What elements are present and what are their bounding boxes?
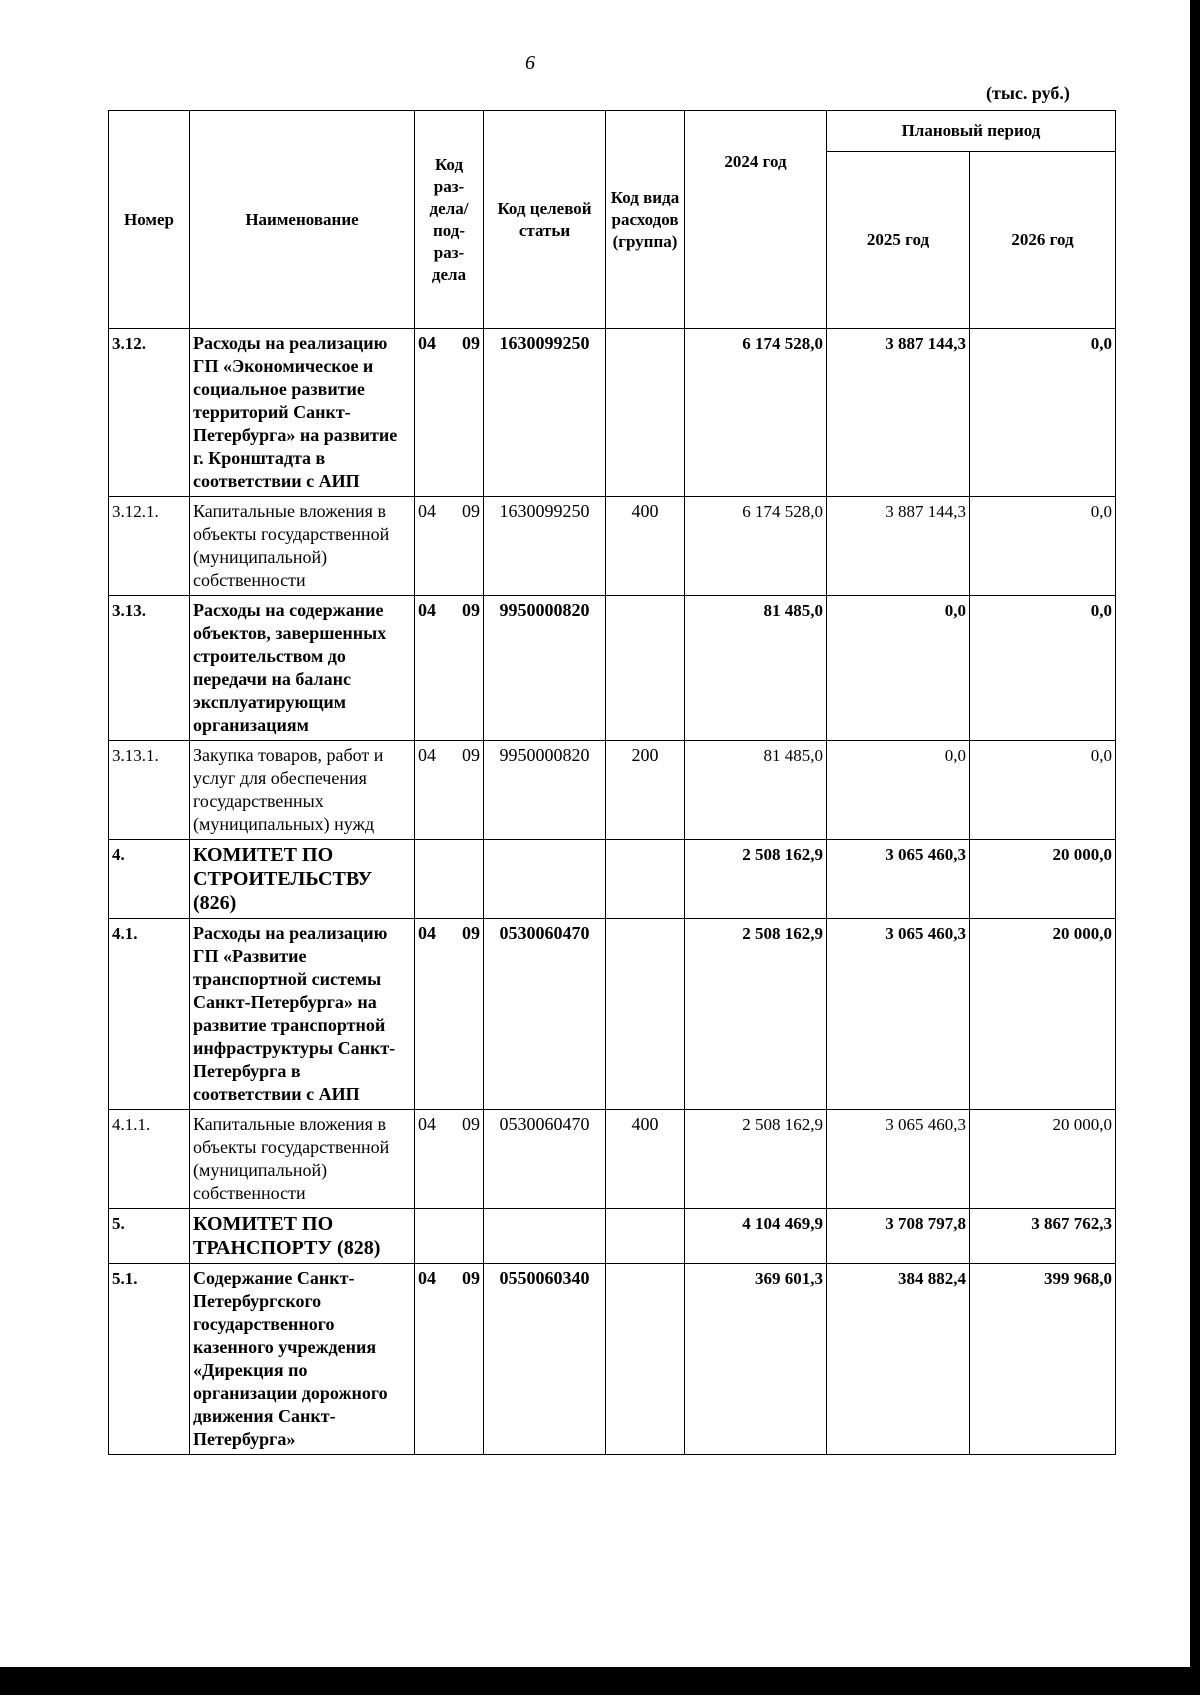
header-year-2026: 2026 год — [970, 152, 1116, 329]
row-amount-2026: 0,0 — [970, 497, 1116, 596]
row-expense-group — [606, 1264, 685, 1455]
row-section — [415, 1264, 484, 1455]
row-name: Расходы на реализацию ГП «Развитие транспортной системы Санкт-Петербурга» на развитие транспортной инфраструктуры Санкт-Петербурга в соответствии с АИП — [190, 919, 415, 1110]
row-number: 3.12.1. — [109, 497, 190, 596]
section-code: 04 — [418, 1114, 436, 1134]
row-amount-2026: 0,0 — [970, 329, 1116, 497]
row-section — [415, 1110, 484, 1209]
row-amount-2024: 2 508 162,9 — [685, 840, 827, 919]
row-amount-2025: 3 887 144,3 — [827, 329, 970, 497]
section-code: 04 — [418, 1268, 436, 1288]
row-name: Капитальные вложения в объекты государственной (муниципальной) собственности — [190, 497, 415, 596]
row-amount-2024: 81 485,0 — [685, 741, 827, 840]
header-name: Наименование — [190, 111, 415, 329]
row-amount-2025: 384 882,4 — [827, 1264, 970, 1455]
scan-edge-bottom — [0, 1667, 1200, 1695]
row-amount-2024: 81 485,0 — [685, 596, 827, 741]
row-target-code: 0550060340 — [484, 1264, 606, 1455]
row-target-code: 0530060470 — [484, 919, 606, 1110]
header-section: Код раз-дела/ под-раз-дела — [415, 111, 484, 329]
row-section — [415, 497, 484, 596]
subsection-code: 09 — [462, 1268, 480, 1288]
row-number: 4.1. — [109, 919, 190, 1110]
table-row — [109, 741, 1116, 840]
row-number: 3.12. — [109, 329, 190, 497]
row-amount-2024: 6 174 528,0 — [685, 497, 827, 596]
row-name: Содержание Санкт-Петербургского государственного казенного учреждения «Дирекция по организации дорожного движения Санкт-Петербурга» — [190, 1264, 415, 1455]
header-number: Номер — [109, 111, 190, 329]
row-amount-2025: 0,0 — [827, 741, 970, 840]
subsection-code: 09 — [462, 745, 480, 765]
row-name: Расходы на реализацию ГП «Экономическое и социальное развитие территорий Санкт-Петербурга» на развитие г. Кронштадта в соответствии с АИП — [190, 329, 415, 497]
section-code: 04 — [418, 333, 436, 353]
row-target-code — [484, 1209, 606, 1264]
row-expense-group — [606, 1209, 685, 1264]
header-year-2025: 2025 год — [827, 152, 970, 329]
header-row — [109, 111, 1116, 152]
scan-edge-right — [1190, 0, 1200, 1695]
row-number: 3.13. — [109, 596, 190, 741]
row-expense-group: 400 — [606, 1110, 685, 1209]
budget-table — [108, 110, 1116, 1455]
row-amount-2024: 6 174 528,0 — [685, 329, 827, 497]
row-target-code: 9950000820 — [484, 741, 606, 840]
row-section — [415, 741, 484, 840]
row-expense-group: 400 — [606, 497, 685, 596]
table-row — [109, 1110, 1116, 1209]
row-expense-group — [606, 329, 685, 497]
subsection-code: 09 — [462, 923, 480, 943]
section-code: 04 — [418, 745, 436, 765]
subsection-code: 09 — [462, 600, 480, 620]
row-number: 4. — [109, 840, 190, 919]
row-amount-2025: 3 065 460,3 — [827, 1110, 970, 1209]
page-number: 6 — [525, 52, 535, 74]
row-amount-2026: 20 000,0 — [970, 1110, 1116, 1209]
row-section — [415, 919, 484, 1110]
row-section — [415, 596, 484, 741]
row-target-code: 9950000820 — [484, 596, 606, 741]
row-name: Капитальные вложения в объекты государственной (муниципальной) собственности — [190, 1110, 415, 1209]
row-section — [415, 1209, 484, 1264]
row-expense-group — [606, 596, 685, 741]
row-number: 3.13.1. — [109, 741, 190, 840]
table-row — [109, 1209, 1116, 1264]
row-target-code: 1630099250 — [484, 329, 606, 497]
subsection-code: 09 — [462, 1114, 480, 1134]
row-name: Закупка товаров, работ и услуг для обеспечения государственных (муниципальных) нужд — [190, 741, 415, 840]
row-expense-group: 200 — [606, 741, 685, 840]
row-section — [415, 329, 484, 497]
table-row — [109, 596, 1116, 741]
subsection-code: 09 — [462, 333, 480, 353]
row-amount-2025: 3 887 144,3 — [827, 497, 970, 596]
row-number: 5.1. — [109, 1264, 190, 1455]
row-target-code: 1630099250 — [484, 497, 606, 596]
row-amount-2024: 2 508 162,9 — [685, 1110, 827, 1209]
table-row — [109, 497, 1116, 596]
row-name: Расходы на содержание объектов, завершенных строительством до передачи на баланс эксплуатирующим организациям — [190, 596, 415, 741]
row-amount-2024: 369 601,3 — [685, 1264, 827, 1455]
header-year-2024: 2024 год — [685, 111, 827, 329]
row-amount-2026: 399 968,0 — [970, 1264, 1116, 1455]
section-code: 04 — [418, 923, 436, 943]
row-amount-2025: 3 708 797,8 — [827, 1209, 970, 1264]
row-amount-2026: 20 000,0 — [970, 919, 1116, 1110]
table-row — [109, 840, 1116, 919]
table-row — [109, 1264, 1116, 1455]
section-code: 04 — [418, 501, 436, 521]
subsection-code: 09 — [462, 501, 480, 521]
row-name: КОМИТЕТ ПО ТРАНСПОРТУ (828) — [190, 1209, 415, 1264]
header-planned-period: Плановый период — [827, 111, 1116, 152]
section-code: 04 — [418, 600, 436, 620]
row-number: 5. — [109, 1209, 190, 1264]
row-amount-2024: 4 104 469,9 — [685, 1209, 827, 1264]
row-amount-2026: 0,0 — [970, 741, 1116, 840]
row-amount-2025: 0,0 — [827, 596, 970, 741]
row-target-code: 0530060470 — [484, 1110, 606, 1209]
table-row — [109, 329, 1116, 497]
units-label: (тыс. руб.) — [986, 83, 1070, 103]
header-expense: Код вида расходов (группа) — [606, 111, 685, 329]
row-amount-2025: 3 065 460,3 — [827, 840, 970, 919]
row-amount-2024: 2 508 162,9 — [685, 919, 827, 1110]
row-amount-2026: 20 000,0 — [970, 840, 1116, 919]
table-row — [109, 919, 1116, 1110]
row-amount-2026: 0,0 — [970, 596, 1116, 741]
row-section — [415, 840, 484, 919]
row-amount-2025: 3 065 460,3 — [827, 919, 970, 1110]
row-target-code — [484, 840, 606, 919]
row-expense-group — [606, 840, 685, 919]
row-number: 4.1.1. — [109, 1110, 190, 1209]
row-expense-group — [606, 919, 685, 1110]
row-name: КОМИТЕТ ПО СТРОИТЕЛЬСТВУ (826) — [190, 840, 415, 919]
header-target: Код целевой статьи — [484, 111, 606, 329]
row-amount-2026: 3 867 762,3 — [970, 1209, 1116, 1264]
